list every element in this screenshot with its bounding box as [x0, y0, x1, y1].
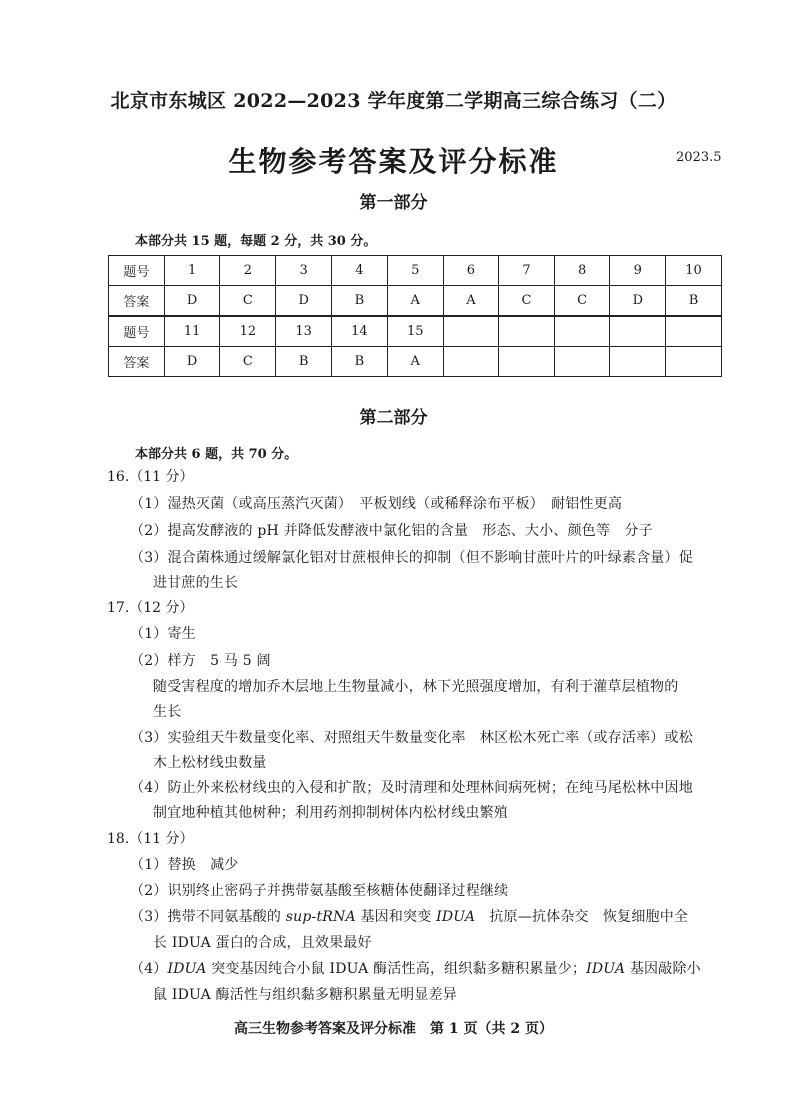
table-cell [443, 316, 499, 347]
q18-answer-3-cont: 长 IDUA 蛋白的合成，且效果最好 [153, 935, 372, 951]
table-cell: D [164, 286, 220, 317]
table-cell: D [276, 286, 332, 317]
q16-answer-2: （2）提高发酵液的 pH 并降低发酵液中氯化铝的含量 形态、大小、颜色等 分子 [130, 523, 653, 539]
table-cell: 11 [164, 316, 220, 347]
table-cell [499, 347, 555, 377]
table-cell [666, 316, 722, 347]
table-cell [610, 347, 666, 377]
table-cell: B [332, 286, 388, 317]
table-cell [443, 347, 499, 377]
part1-heading: 第一部分 [359, 193, 428, 213]
answer-row [109, 347, 722, 377]
table-cell: 4 [332, 256, 388, 286]
table-cell: 7 [499, 256, 555, 286]
q17-answer-1: （1）寄生 [130, 626, 196, 642]
gene-name-idua: IDUA [586, 961, 626, 977]
q17-answer-4-cont: 制宜地种植其他树种；利用药剂抑制树体内松材线虫繁殖 [153, 805, 508, 821]
q17-heading: 17.（12 分） [107, 600, 194, 616]
table-cell: B [276, 347, 332, 377]
q17-answer-2-cont2: 生长 [153, 704, 182, 720]
q17-answer-2-cont: 随受害程度的增加乔木层地上生物量减小，林下光照强度增加，有利于灌草层植物的 [153, 679, 679, 695]
table-cell: B [332, 347, 388, 377]
q18-answer-3: （3）携带不同氨基酸的 sup-tRNA 基因和突变 IDUA 抗原—抗体杂交 恢复细胞中全 [130, 909, 689, 925]
table-cell: 6 [443, 256, 499, 286]
table-cell: 3 [276, 256, 332, 286]
q17-answer-3-cont: 木上松材线虫数量 [153, 755, 267, 771]
row-label: 答案 [109, 347, 165, 377]
table-cell: 2 [220, 256, 276, 286]
table-cell: A [443, 286, 499, 317]
part2-note: 本部分共 6 题，共 70 分。 [135, 447, 298, 462]
table-cell: 8 [554, 256, 610, 286]
row-label: 题号 [109, 256, 165, 286]
row-label: 答案 [109, 286, 165, 317]
q18-answer-2: （2）识别终止密码子并携带氨基酸至核糖体使翻译过程继续 [130, 883, 509, 899]
part2-heading: 第二部分 [359, 408, 428, 428]
table-cell: 1 [164, 256, 220, 286]
table-cell: A [387, 286, 443, 317]
table-cell [554, 347, 610, 377]
gene-name-sup-trna: sup-tRNA [285, 909, 356, 925]
table-cell [610, 316, 666, 347]
gene-name-idua: IDUA [167, 961, 207, 977]
q18-answer-4-cont: 鼠 IDUA 酶活性与组织黏多糖积累量无明显差异 [153, 987, 457, 1003]
table-cell: 14 [332, 316, 388, 347]
q16-heading: 16.（11 分） [107, 469, 194, 485]
table-cell: B [666, 286, 722, 317]
q16-answer-3-cont: 进甘蔗的生长 [153, 575, 239, 591]
q17-answer-2: （2）样方 5 马 5 阔 [130, 653, 271, 669]
q16-answer-3: （3）混合菌株通过缓解氯化铝对甘蔗根伸长的抑制（但不影响甘蔗叶片的叶绿素含量）促 [130, 550, 693, 566]
table-cell: 13 [276, 316, 332, 347]
table-cell: 9 [610, 256, 666, 286]
question-number-row [109, 316, 722, 347]
q16-answer-1: （1）湿热灭菌（或高压蒸汽灭菌） 平板划线（或稀释涂布平板） 耐铝性更高 [130, 496, 623, 512]
table-cell: C [220, 347, 276, 377]
table-cell: 10 [666, 256, 722, 286]
part1-note: 本部分共 15 题，每题 2 分，共 30 分。 [135, 234, 377, 249]
q18-heading: 18.（11 分） [107, 831, 194, 847]
table-cell: C [220, 286, 276, 317]
table-cell [666, 347, 722, 377]
q18-answer-4: （4）IDUA 突变基因纯合小鼠 IDUA 酶活性高，组织黏多糖积累量少；IDUA 基因敲除小 [130, 961, 701, 977]
row-label: 题号 [109, 316, 165, 347]
table-cell: 12 [220, 316, 276, 347]
table-cell [554, 316, 610, 347]
q17-answer-4: （4）防止外来松材线虫的入侵和扩散；及时清理和处理林间病死树；在纯马尾松林中因地 [130, 780, 693, 796]
table-cell: 15 [387, 316, 443, 347]
document-subtitle: 生物参考答案及评分标准 [228, 145, 559, 178]
answer-row [109, 286, 722, 317]
gene-name-idua: IDUA [436, 909, 476, 925]
table-cell: D [610, 286, 666, 317]
table-cell [499, 316, 555, 347]
table-cell: 5 [387, 256, 443, 286]
question-number-row [109, 256, 722, 286]
answer-table [108, 255, 722, 377]
page-footer: 高三生物参考答案及评分标准 第 1 页（共 2 页） [234, 1021, 553, 1037]
q17-answer-3: （3）实验组天牛数量变化率、对照组天牛数量变化率 林区松木死亡率（或存活率）或松 [130, 730, 693, 746]
table-cell: A [387, 347, 443, 377]
q18-answer-1: （1）替换 减少 [130, 857, 239, 873]
document-title: 北京市东城区 2022—2023 学年度第二学期高三综合练习（二） [110, 90, 677, 112]
table-cell: D [164, 347, 220, 377]
table-cell: C [554, 286, 610, 317]
table-cell: C [499, 286, 555, 317]
document-date: 2023.5 [676, 150, 722, 165]
